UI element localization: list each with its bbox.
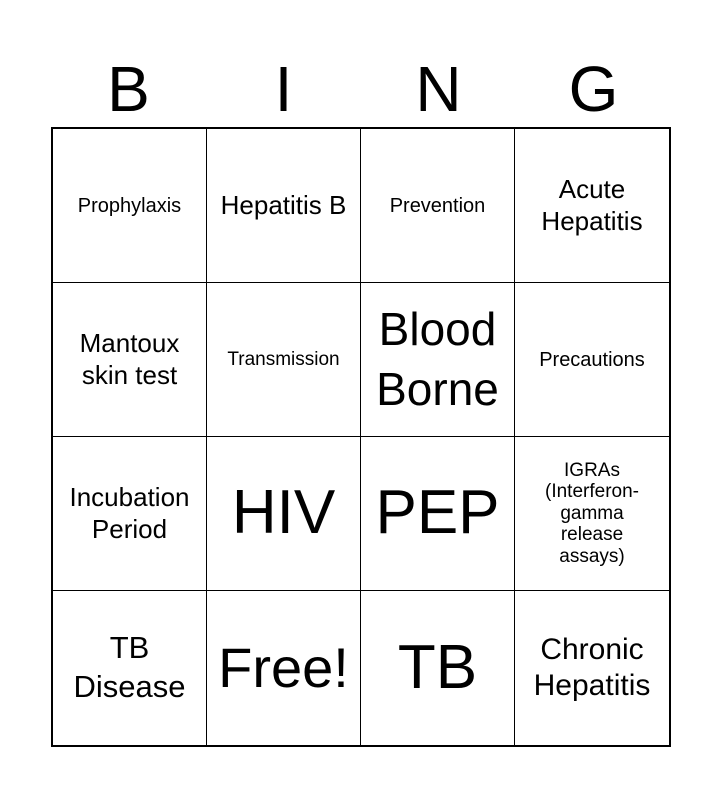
cell-text: Blood Borne — [376, 302, 499, 415]
cell-text: Hepatitis B — [220, 189, 347, 220]
cell-text: TB — [397, 632, 478, 702]
bingo-cell[interactable] — [361, 283, 515, 437]
cell-text: Mantoux skin test — [79, 328, 180, 390]
bingo-cell[interactable] — [515, 437, 669, 591]
bingo-cell[interactable] — [53, 437, 207, 591]
bingo-cell[interactable] — [515, 283, 669, 437]
bingo-header — [51, 50, 671, 128]
bingo-cell[interactable] — [515, 129, 669, 283]
cell-text: Prophylaxis — [77, 194, 182, 217]
bingo-cell[interactable] — [361, 437, 515, 591]
bingo-cell[interactable] — [361, 129, 515, 283]
header-letter-n: N — [415, 53, 462, 125]
cell-text: PEP — [375, 478, 500, 548]
bingo-cell[interactable] — [207, 591, 361, 745]
bingo-cell[interactable] — [53, 591, 207, 745]
bingo-cell[interactable] — [207, 129, 361, 283]
bingo-cell[interactable] — [207, 283, 361, 437]
cell-text: TB Disease — [73, 630, 186, 704]
cell-text: Prevention — [389, 194, 486, 217]
bingo-board — [51, 127, 671, 747]
cell-text: Precautions — [539, 348, 645, 371]
header-letter-g: G — [568, 53, 619, 125]
cell-text: IGRAs (Interferon-gamma release assays) — [545, 459, 639, 567]
bingo-cell[interactable] — [361, 591, 515, 745]
cell-text: Transmission — [227, 348, 340, 370]
bingo-cell[interactable] — [207, 437, 361, 591]
cell-text: Acute Hepatitis — [541, 174, 643, 236]
header-letter-i: I — [274, 53, 293, 125]
bingo-cell[interactable] — [53, 129, 207, 283]
cell-text: Incubation Period — [69, 482, 190, 544]
header-letter-b: B — [107, 53, 150, 125]
bingo-cell[interactable] — [515, 591, 669, 745]
cell-text: HIV — [231, 478, 336, 548]
cell-text: Chronic Hepatitis — [533, 633, 651, 702]
free-space: Free! — [218, 635, 349, 699]
bingo-cell[interactable] — [53, 283, 207, 437]
